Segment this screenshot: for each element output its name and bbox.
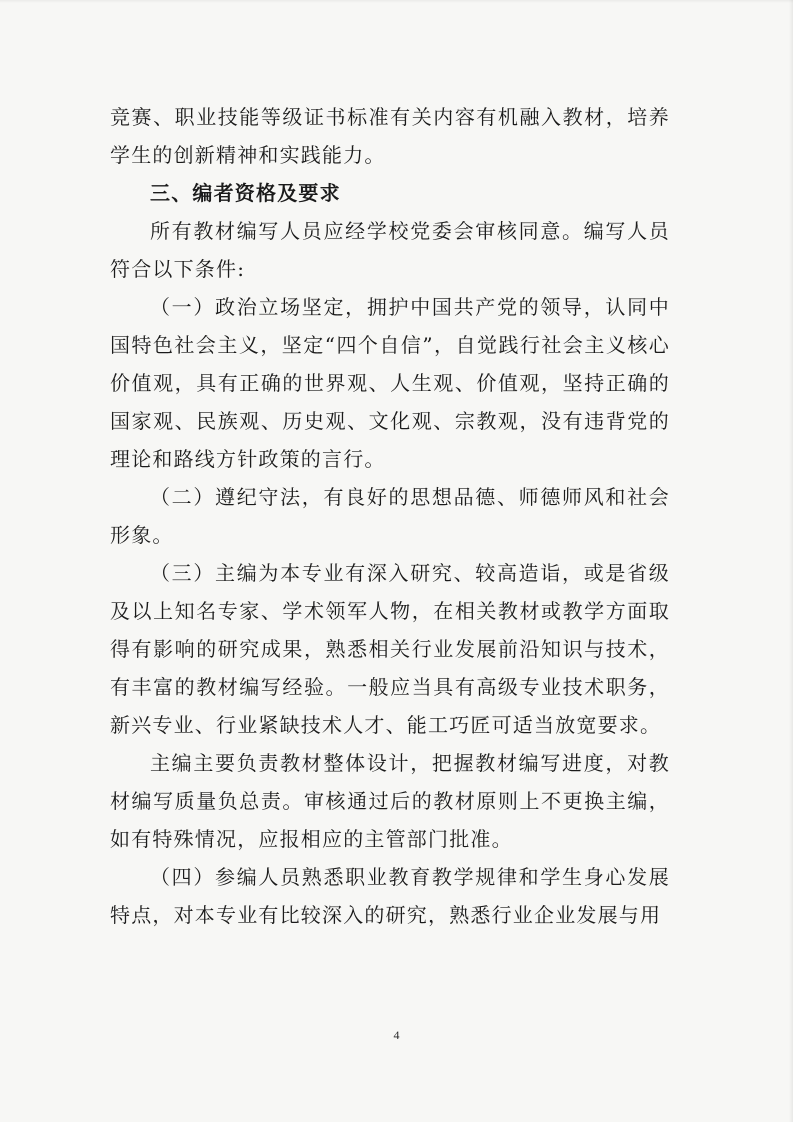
paragraph-law-abiding: （二）遵纪守法，有良好的思想品德、师德师风和社会形象。 <box>110 485 670 547</box>
body-text <box>110 98 670 934</box>
section-heading-editor-qualifications: 三、编者资格及要求 <box>150 181 341 205</box>
paragraph-political-stance: （一）政治立场坚定，拥护中国共产党的领导，认同中国特色社会主义，坚定“四个自信”，自觉践行社会主义核心价值观，具有正确的世界观、人生观、价值观，坚持正确的国家观、民族观、历史观、文化观、宗教观，没有违背党的理论和路线方针政策的言行。 <box>110 295 670 471</box>
paragraph-contributors-requirement: （四）参编人员熟悉职业教育教学规律和学生身心发展特点，对本专业有比较深入的研究，熟悉行业企业发展与用 <box>110 865 670 927</box>
scan-shadow-right <box>789 0 793 1122</box>
page-number: 4 <box>393 1028 400 1042</box>
paragraph-chief-editor-responsibility: 主编主要负责教材整体设计，把握教材编写进度，对教材编写质量负总责。审核通过后的教材原则上不更换主编，如有特殊情况，应报相应的主管部门批准。 <box>110 751 670 851</box>
scan-shadow-top <box>0 0 793 3</box>
paragraph-chief-editor-qualification: （三）主编为本专业有深入研究、较高造诣，或是省级及以上知名专家、学术领军人物，在相关教材或教学方面取得有影响的研究成果，熟悉相关行业发展前沿知识与技术，有丰富的教材编写经验。一般应当具有高级专业技术职务，新兴专业、行业紧缺技术人才、能工巧匠可适当放宽要求。 <box>110 561 670 737</box>
paragraph-competition-continuation: 竞赛、职业技能等级证书标准有关内容有机融入教材，培养学生的创新精神和实践能力。 <box>110 105 670 167</box>
paragraph-approval-requirement: 所有教材编写人员应经学校党委会审核同意。编写人员符合以下条件: <box>110 219 670 281</box>
